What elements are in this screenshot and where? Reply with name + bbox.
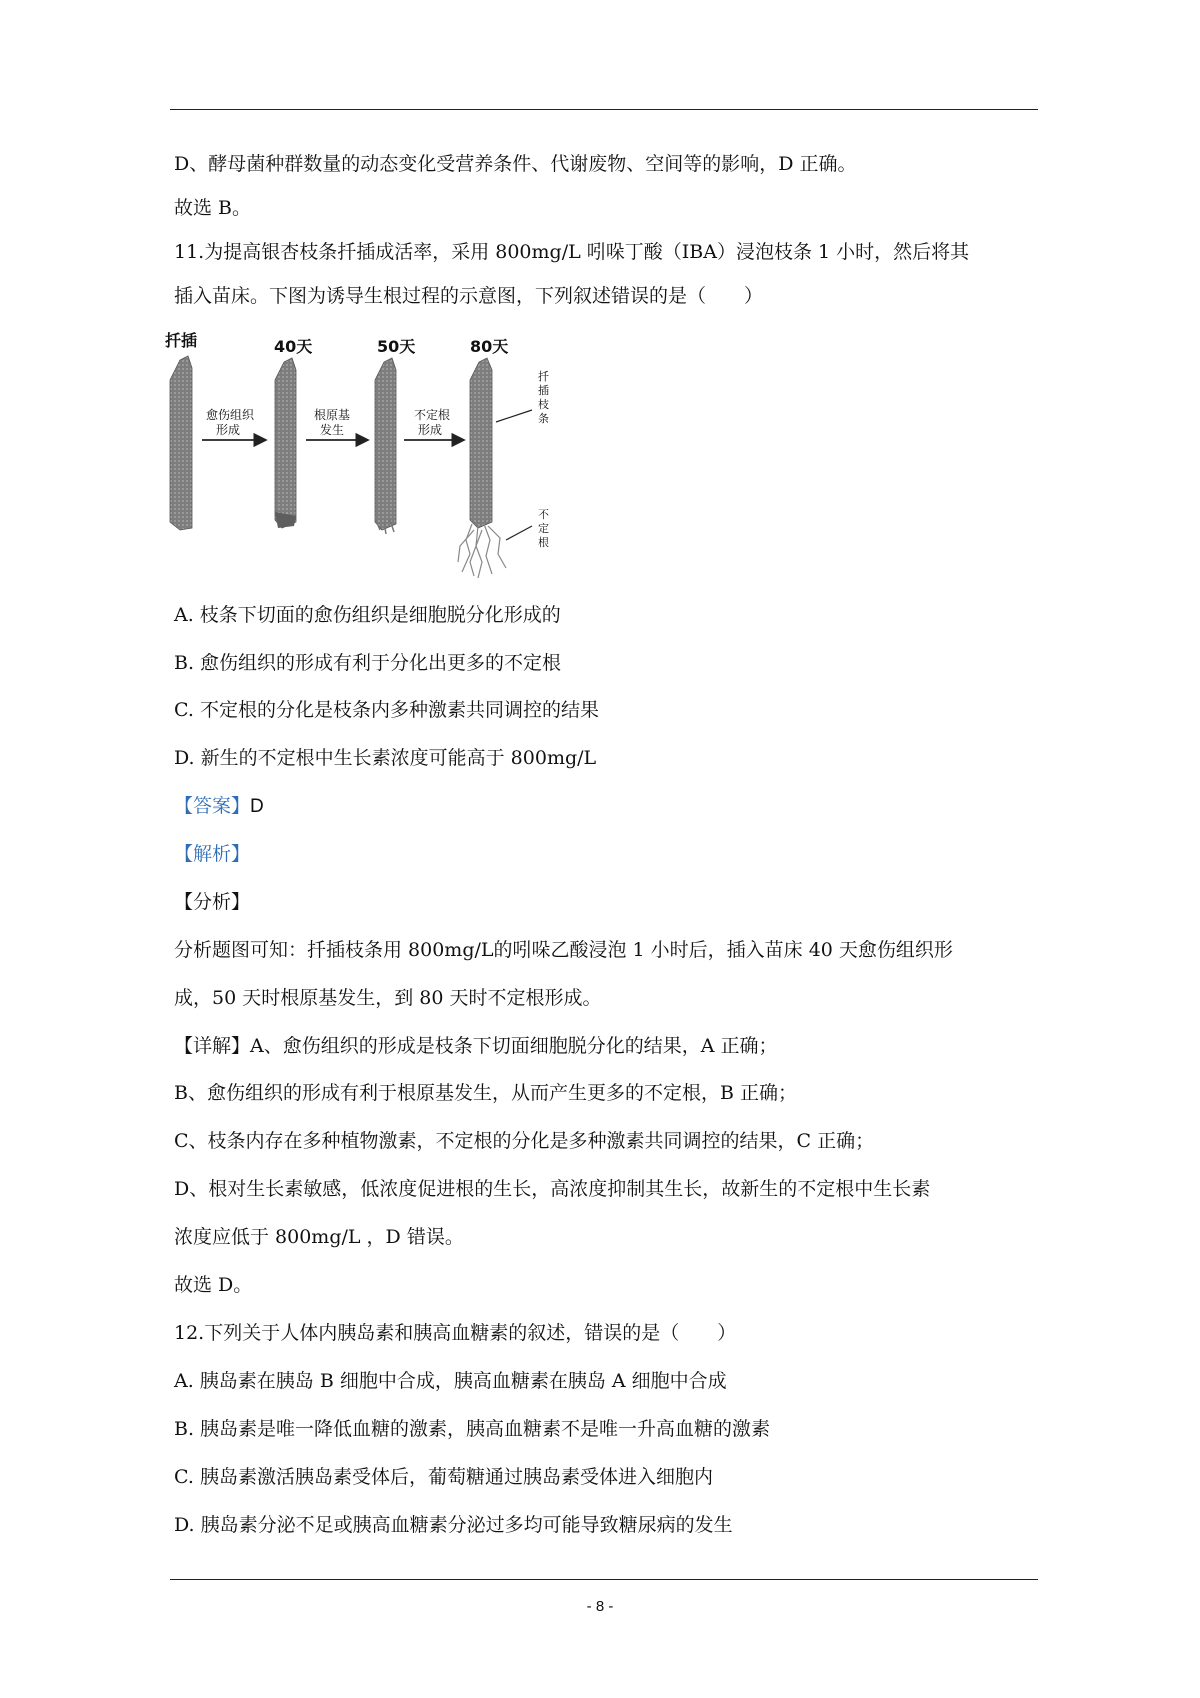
text-line: C、枝条内存在多种植物激素，不定根的分化是多种激素共同调控的结果，C 正确； [174,1130,875,1152]
leader-root [506,526,532,540]
arrow-label-primordia-2: 发生 [320,423,345,437]
stage-label-50d: 50天 [377,337,416,356]
answer-line [174,794,264,819]
option-c: C. 不定根的分化是枝条内多种激素共同调控的结果 [174,699,599,721]
label-branch-4: 条 [538,412,549,425]
analysis-tag: 【解析】 [174,843,251,865]
option-d: D. 胰岛素分泌不足或胰高血糖素分泌过多均可能导致糖尿病的发生 [174,1514,733,1536]
page-number: - 8 - [586,1598,614,1615]
label-branch-1: 扦 [538,370,549,383]
rooting-process-figure [165,331,600,580]
label-root-2: 定 [538,522,549,535]
text-line: D、根对生长素敏感，低浓度促进根的生长，高浓度抑制其生长，故新生的不定根中生长素 [174,1178,931,1200]
option-c: C. 胰岛素激活胰岛素受体后，葡萄糖通过胰岛素受体进入细胞内 [174,1466,713,1488]
adventitious-roots [458,524,506,578]
label-root-3: 根 [538,536,549,549]
arrow-label-primordia-1: 根原基 [314,408,351,422]
branch-50d [375,358,396,530]
label-root-1: 不 [538,508,549,521]
arrow-label-roots-2: 形成 [418,423,443,437]
text-line: B、愈伤组织的形成有利于根原基发生，从而产生更多的不定根，B 正确； [174,1082,797,1104]
label-branch-2: 插 [538,384,549,397]
stage-label-80d: 80天 [470,337,509,356]
option-b: B. 胰岛素是唯一降低血糖的激素，胰高血糖素不是唯一升高血糖的激素 [174,1418,771,1440]
answer-tag: 【答案】 [174,795,251,817]
text-line: 成，50 天时根原基发生，到 80 天时不定根形成。 [174,987,602,1009]
option-a: A. 胰岛素在胰岛 B 细胞中合成，胰高血糖素在胰岛 A 细胞中合成 [174,1370,727,1392]
branch-40d [275,358,296,528]
question-12-stem: 12.下列关于人体内胰岛素和胰高血糖素的叙述，错误的是（ ） [174,1322,737,1344]
text-line: 浓度应低于 800mg/L ，D 错误。 [174,1226,464,1248]
footer-rule [170,1579,1038,1580]
question-11-stem-cont: 插入苗床。下图为诱导生根过程的示意图，下列叙述错误的是（ ） [174,285,764,307]
branch-80d [470,358,492,528]
text-line: 故选 B。 [174,197,252,219]
label-branch-3: 枝 [538,398,549,411]
text-line: D、酵母菌种群数量的动态变化受营养条件、代谢废物、空间等的影响，D 正确。 [174,153,857,175]
text-line: 故选 D。 [174,1274,253,1296]
arrow-label-roots-1: 不定根 [414,408,451,422]
question-11-stem: 11.为提高银杏枝条扦插成活率，采用 800mg/L 吲哚丁酸（IBA）浸泡枝条 1 小时，然后将其 [174,241,970,263]
answer-value: D [250,796,264,817]
arrow-label-callus-1: 愈伤组织 [206,408,255,422]
leader-branch [496,410,532,422]
option-d: D. 新生的不定根中生长素浓度可能高于 800mg/L [174,747,597,769]
option-b: B. 愈伤组织的形成有利于分化出更多的不定根 [174,652,562,674]
option-a: A. 枝条下切面的愈伤组织是细胞脱分化形成的 [174,604,561,626]
detail-line: 【详解】A、愈伤组织的形成是枝条下切面细胞脱分化的结果，A 正确； [174,1035,778,1057]
arrow-label-callus-2: 形成 [216,423,241,437]
stage-label-40d: 40天 [274,337,313,356]
branch-cutting [170,356,192,530]
header-rule [170,109,1038,110]
text-line: 分析题图可知：扦插枝条用 800mg/L的吲哚乙酸浸泡 1 小时后，插入苗床 40 天愈伤组织形 [174,939,953,961]
stage-label-cutting: 扦插 [165,331,198,350]
analysis-heading: 【分析】 [174,891,251,913]
